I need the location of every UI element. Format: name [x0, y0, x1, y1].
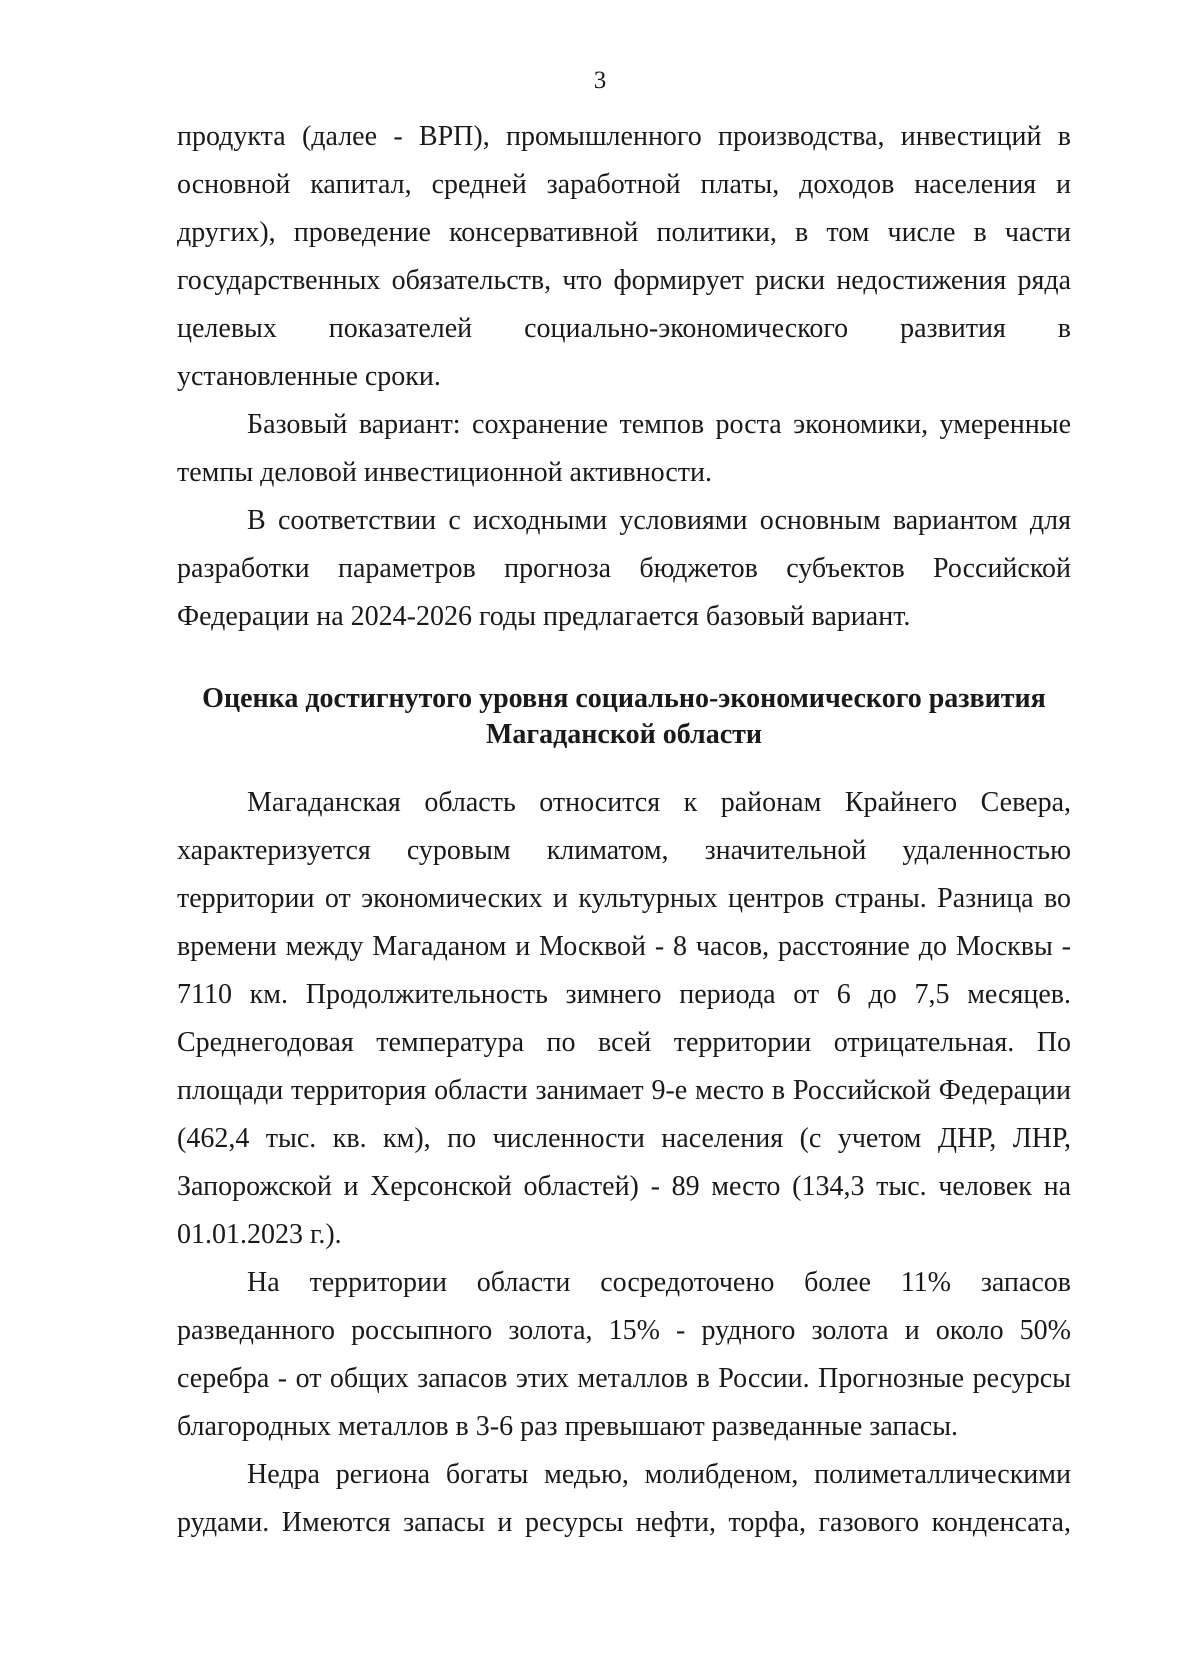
page-number: 3	[593, 67, 607, 94]
paragraph-region-overview: Магаданская область относится к районам Крайнего Севера, характеризуется суровым климатом, значительной удаленностью территории от экономических и культурных центров страны. Разница во времени между Магаданом и Москвой - 8 часов, расстояние до Москвы - 7110 км. Продолжительность зимнего периода от 6 до 7,5 месяцев. Среднегодовая температура по всей территории отрицательная. По площади территория области занимает 9-е место в Российской Федерации (462,4 тыс. кв. км), по численности населения (с учетом ДНР, ЛНР, Запорожской и Херсонской областей) - 89 место (134,3 тыс. человек на 01.01.2023 г.).	[177, 787, 1071, 1250]
paragraph-continuation: продукта (далее - ВРП), промышленного производства, инвестиций в основной капитал, средней заработной платы, доходов населения и других), проведение консервативной политики, в том числе в части государственных обязательств, что формирует риски недостижения ряда целевых показателей социально-экономического развития в установленные сроки.	[177, 121, 1071, 392]
section-heading-line1: Оценка достигнутого уровня социально-экономического развития	[202, 683, 1046, 714]
paragraph-gold-reserves: На территории области сосредоточено более 11% запасов разведанного россыпного золота, 15% - рудного золота и около 50% серебра - от общих запасов этих металлов в России. Прогнозные ресурсы благородных металлов в 3-6 раз превышают разведанные запасы.	[177, 1267, 1071, 1442]
document-body	[177, 113, 1071, 1547]
section-heading	[177, 681, 1071, 753]
paragraph-mineral-resources: Недра региона богаты медью, молибденом, полиметаллическими рудами. Имеются запасы и ресурсы нефти, торфа, газового конденсата,	[177, 1459, 1071, 1538]
paragraph-main-variant: В соответствии с исходными условиями основным вариантом для разработки параметров прогноза бюджетов субъектов Российской Федерации на 2024-2026 годы предлагается базовый вариант.	[177, 505, 1071, 632]
paragraph-base-variant: Базовый вариант: сохранение темпов роста экономики, умеренные темпы деловой инвестиционной активности.	[177, 409, 1071, 488]
section-heading-line2: Магаданской области	[485, 719, 763, 750]
